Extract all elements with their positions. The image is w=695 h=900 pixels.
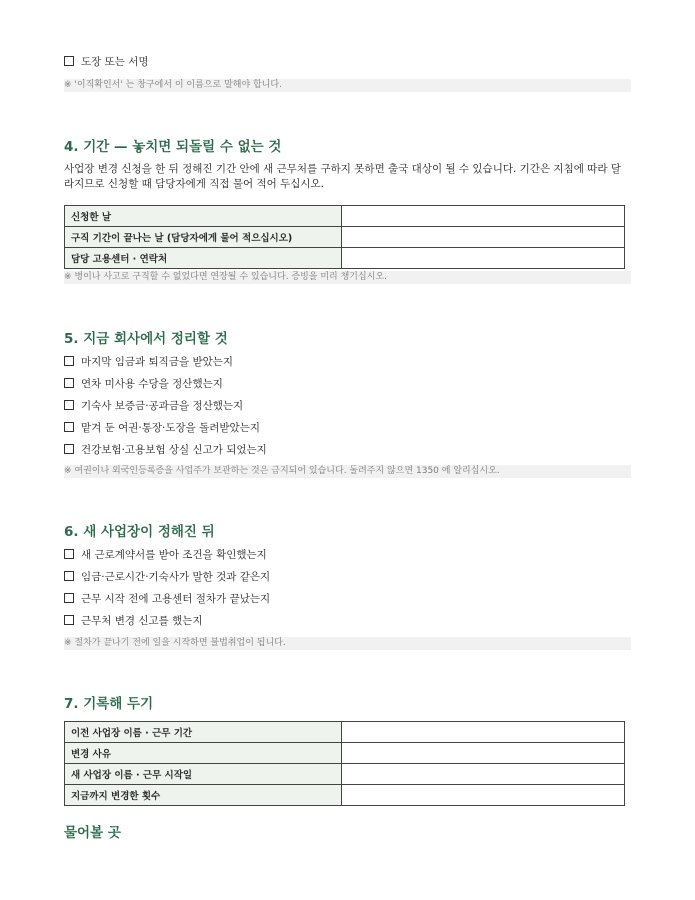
checkbox-icon[interactable] <box>64 444 74 454</box>
table-value-field[interactable] <box>342 248 625 269</box>
table-row <box>65 722 625 743</box>
checklist-item[interactable] <box>64 593 270 606</box>
table-label: 새 사업장 이름 · 근무 시작일 <box>65 764 342 785</box>
checkbox-icon[interactable] <box>64 56 74 66</box>
checkbox-icon[interactable] <box>64 571 74 581</box>
table-label: 신청한 날 <box>65 206 342 227</box>
section6-note: ※ 절차가 끝나기 전에 일을 시작하면 불법취업이 됩니다. <box>64 637 631 650</box>
table-row <box>65 785 625 806</box>
table-value-field[interactable] <box>342 722 625 743</box>
table-row <box>65 764 625 785</box>
checklist-item-label: 연차 미사용 수당을 정산했는지 <box>81 378 223 390</box>
table-row <box>65 206 625 227</box>
checklist-item-label: 건강보험·고용보험 상실 신고가 되었는지 <box>81 444 267 456</box>
section4-title: 4. 기간 — 놓치면 되돌릴 수 없는 것 <box>64 139 282 155</box>
checklist-item-label: 맡겨 둔 여권·통장·도장을 돌려받았는지 <box>81 422 260 434</box>
section5-note: ※ 여권이나 외국인등록증을 사업주가 보관하는 것은 금지되어 있습니다. 돌려주지 않으면 1350 에 알리십시오. <box>64 465 631 478</box>
checklist-item-label: 임금·근로시간·기숙사가 말한 것과 같은지 <box>81 571 271 583</box>
checkbox-icon[interactable] <box>64 378 74 388</box>
table-label: 담당 고용센터 · 연락처 <box>65 248 342 269</box>
section5-title: 5. 지금 회사에서 정리할 것 <box>64 331 228 347</box>
table-label: 이전 사업장 이름 · 근무 기간 <box>65 722 342 743</box>
checkbox-icon[interactable] <box>64 615 74 625</box>
checkbox-icon[interactable] <box>64 593 74 603</box>
section4-paragraph: 사업장 변경 신청을 한 뒤 정해진 기간 안에 새 근무처를 구하지 못하면 출국 대상이 될 수 있습니다. 기간은 지침에 따라 달라지므로 신청할 때 담당자에게 직접 물어 적어 두십시오. <box>64 163 621 190</box>
checklist-item[interactable] <box>64 615 203 628</box>
table-row <box>65 743 625 764</box>
table-row <box>65 227 625 248</box>
record-table <box>64 721 625 806</box>
checkbox-icon[interactable] <box>64 549 74 559</box>
table-label: 변경 사유 <box>65 743 342 764</box>
checklist-item[interactable] <box>64 378 223 391</box>
checklist-item[interactable] <box>64 571 270 584</box>
checklist-item[interactable] <box>64 356 233 369</box>
checklist-item[interactable] <box>64 444 267 457</box>
checklist-item[interactable] <box>64 56 149 69</box>
table-value-field[interactable] <box>342 227 625 248</box>
checkbox-icon[interactable] <box>64 400 74 410</box>
checklist-item-label: 마지막 임금과 퇴직금을 받았는지 <box>81 356 234 368</box>
checklist-item-label: 도장 또는 서명 <box>81 56 149 68</box>
checklist-item[interactable] <box>64 422 260 435</box>
section3-note: ※ '이직확인서' 는 창구에서 이 이름으로 말해야 합니다. <box>64 79 631 92</box>
table-row <box>65 248 625 269</box>
table-label: 지금까지 변경한 횟수 <box>65 785 342 806</box>
table-value-field[interactable] <box>342 743 625 764</box>
checklist-item-label: 근무처 변경 신고를 했는지 <box>81 615 203 627</box>
checklist-item[interactable] <box>64 400 243 413</box>
checkbox-icon[interactable] <box>64 356 74 366</box>
application-period-table <box>64 205 625 269</box>
table-value-field[interactable] <box>342 764 625 785</box>
checklist-item-label: 기숙사 보증금·공과금을 정산했는지 <box>81 400 244 412</box>
section4-note: ※ 병이나 사고로 구직할 수 없었다면 연장될 수 있습니다. 증빙을 미리 챙기십시오. <box>64 271 631 284</box>
section6-title: 6. 새 사업장이 정해진 뒤 <box>64 524 215 540</box>
table-value-field[interactable] <box>342 785 625 806</box>
checklist-item-label: 근무 시작 전에 고용센터 절차가 끝났는지 <box>81 593 271 605</box>
checklist-item-label: 새 근로계약서를 받아 조건을 확인했는지 <box>81 549 267 561</box>
checklist-item[interactable] <box>64 549 267 562</box>
section8-title: 물어볼 곳 <box>64 825 121 841</box>
table-label: 구직 기간이 끝나는 날 (담당자에게 물어 적으십시오) <box>65 227 342 248</box>
checkbox-icon[interactable] <box>64 422 74 432</box>
table-value-field[interactable] <box>342 206 625 227</box>
section7-title: 7. 기록해 두기 <box>64 696 154 712</box>
